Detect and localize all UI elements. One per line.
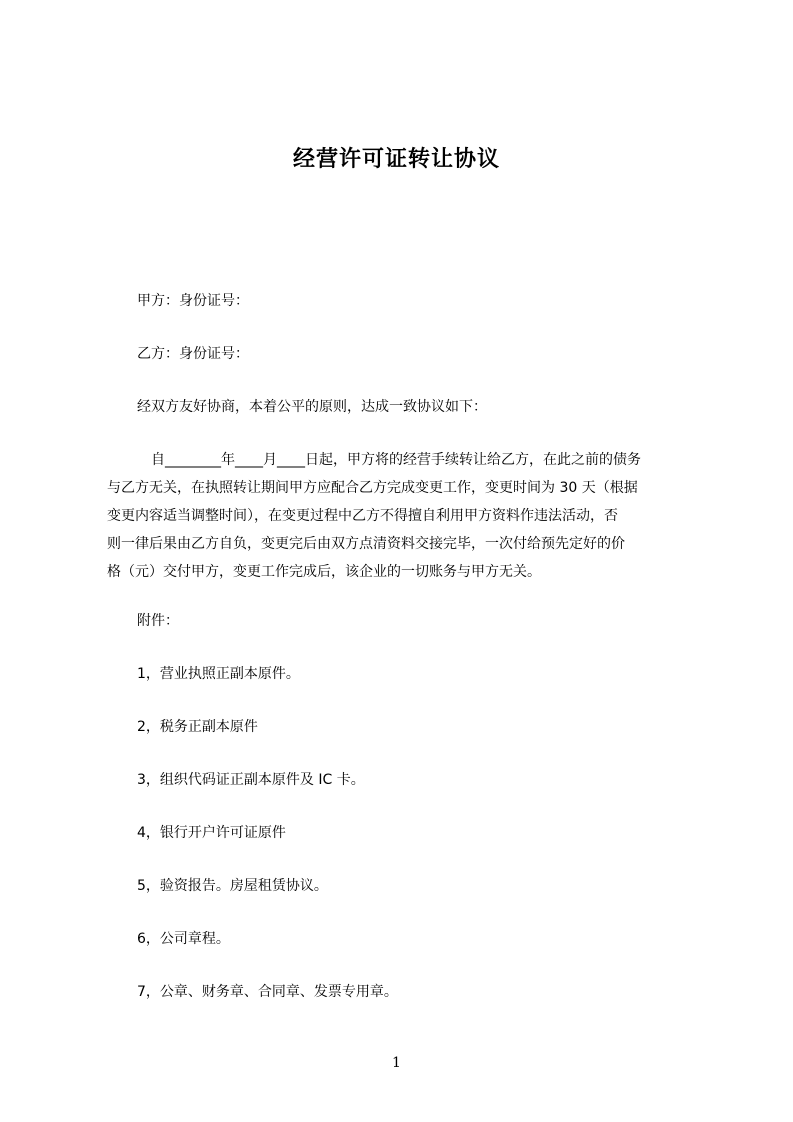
attachment-item: 6，公司章程。 [137,931,230,947]
document-title: 经营许可证转让协议 [292,147,500,172]
attachment-item: 2，税务正副本原件 [137,719,258,735]
page-number: 1 [392,1055,401,1071]
intro-line: 经双方友好协商，本着公平的原则，达成一致协议如下： [137,399,487,415]
attachment-item: 7，公章、财务章、合同章、发票专用章。 [137,984,398,1000]
attachment-item: 4，银行开户许可证原件 [137,825,286,841]
attachment-item: 1，营业执照正副本原件。 [137,666,300,682]
clause-line: 则一律后果由乙方自负，变更完后由双方点清资料交接完毕，一次付给预先定好的价 [107,536,625,552]
clause-line: 格（元）交付甲方，变更工作完成后，该企业的一切账务与甲方无关。 [107,564,541,580]
clause-line: 变更内容适当调整时间），在变更过程中乙方不得擅自利用甲方资料作违法活动，否 [107,508,618,524]
party-a-line: 甲方：身份证号： [137,293,249,309]
attachments-heading: 附件： [137,613,179,629]
attachment-item: 3，组织代码证正副本原件及 IC 卡。 [137,772,365,788]
attachment-item: 5，验资报告。房屋租赁协议。 [137,878,328,894]
party-b-line: 乙方：身份证号： [137,346,249,362]
clause-line: 与乙方无关，在执照转让期间甲方应配合乙方完成变更工作，变更时间为 30 天（根据 [107,480,638,496]
clause-line: 自________年____月____日起，甲方将的经营手续转让给乙方，在此之前的债务 [137,452,641,468]
